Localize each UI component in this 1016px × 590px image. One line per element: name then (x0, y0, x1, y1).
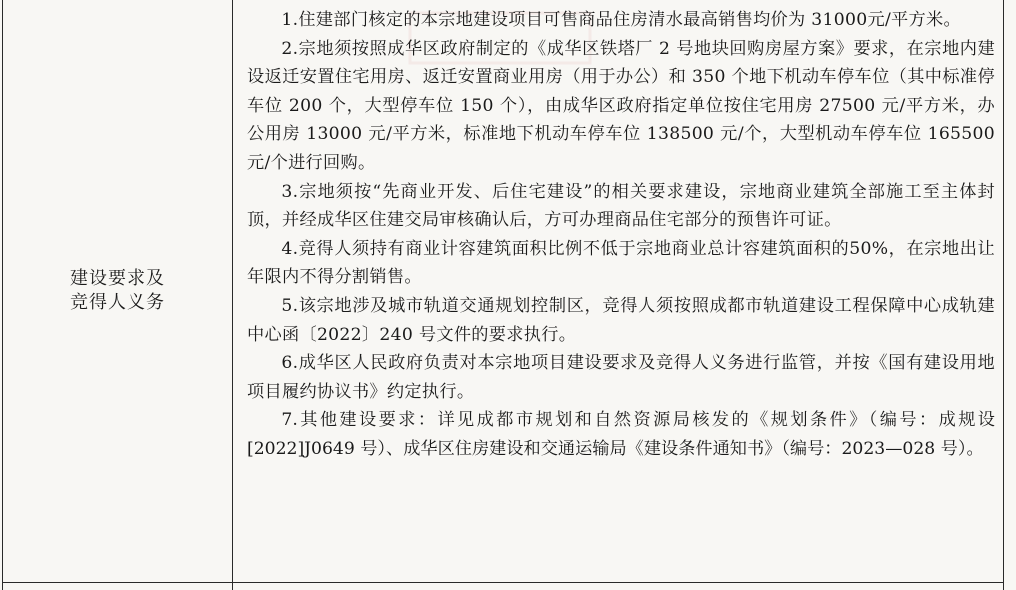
row-label-cell (3, 0, 232, 582)
requirement-item-5: 5.该宗地涉及城市轨道交通规划控制区，竞得人须按照成都市轨道建设工程保障中心成轨建中心函〔2022〕240 号文件的要求执行。 (247, 295, 995, 345)
requirement-item-4: 4.竞得人须持有商业计容建筑面积比例不低于宗地商业总计容建筑面积的50%，在宗地出让年限内不得分割销售。 (247, 238, 995, 288)
requirements-content (247, 6, 995, 464)
row-divider (3, 582, 1003, 583)
requirement-item-6: 6.成华区人民政府负责对本宗地项目建设要求及竞得人义务进行监管，并按《国有建设用地项目履约协议书》约定执行。 (247, 353, 995, 402)
requirement-item-7: 7.其他建设要求：详见成都市规划和自然资源局核发的《规划条件》（编号：成规设[2022]J0649 号）、成华区住房建设和交通运输局《建设条件通知书》（编号：2023—028 号）。 (247, 410, 995, 459)
row-label-line-1: 建设要求及 (70, 268, 165, 289)
requirement-item-2: 2.宗地须按照成华区政府制定的《成华区铁塔厂 2 号地块回购房屋方案》要求，在宗地内建设返迁安置住宅用房、返迁安置商业用房（用于办公）和 350 个地下机动车停车位（其中标准停车位 200 个，大型停车位 150 个），由成华区政府指定单位按住宅用房 27500 元/平方米，办公用房 13000 元/平方米，标准地下机动车停车位 138500 元/个，大型机动车停车位 165500 元/个进行回购。 (247, 38, 995, 173)
requirement-item-3: 3.宗地须按“先商业开发、后住宅建设”的相关要求建设，宗地商业建筑全部施工至主体封顶，并经成华区住建交局审核确认后，方可办理商品住宅部分的预售许可证。 (247, 181, 995, 231)
column-divider (232, 0, 233, 590)
requirements-table (2, 0, 1004, 590)
row-label-line-2: 竞得人义务 (70, 292, 165, 313)
row-label (70, 267, 165, 315)
requirement-item-1: 1.住建部门核定的本宗地建设项目可售商品住房清水最高销售均价为 31000元/平方米。 (281, 10, 961, 30)
